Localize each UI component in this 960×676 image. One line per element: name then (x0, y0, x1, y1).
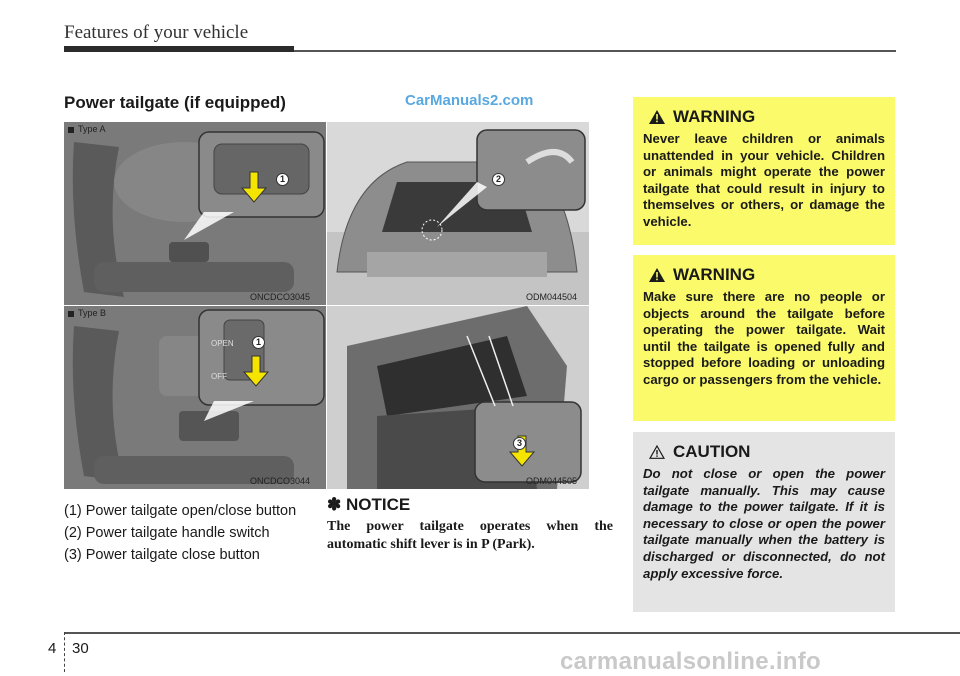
header-rule (294, 50, 896, 52)
type-a-text: Type A (78, 124, 106, 134)
caution-title: CAUTION (673, 442, 751, 461)
callout-3: 3 (513, 437, 526, 450)
figure-open-tailgate (327, 306, 589, 489)
figure-type-b (64, 306, 326, 489)
header-bar (64, 46, 294, 52)
figure-type-a (64, 122, 326, 305)
page-number: 30 (72, 640, 89, 657)
figure-b-code: ODM044504 (526, 292, 578, 302)
footer-watermark[interactable]: carmanualsonline.info (560, 648, 822, 675)
caption-item: (1) Power tailgate open/close button (64, 503, 297, 519)
type-b-text: Type B (78, 308, 107, 318)
watermark-top[interactable]: CarManuals2.com (405, 92, 534, 109)
caption-item: (2) Power tailgate handle switch (64, 525, 270, 541)
figure-tailgate-handle (327, 122, 589, 305)
header-title: Features of your vehicle (64, 22, 249, 43)
warning-body: Never leave children or animals unattended in your vehicle. Children or animals might operate the power tailgate that could result in injury to themselves or others, or damage the vehicle. (643, 131, 885, 229)
callout-1-a: 1 (276, 173, 289, 186)
type-a-label (68, 124, 106, 134)
chapter-number: 4 (48, 640, 57, 657)
warning-title: WARNING (673, 107, 756, 126)
figure-a-code: ONCDCO3045 (250, 292, 311, 302)
type-b-label (68, 308, 106, 318)
warning-icon (649, 110, 665, 124)
caution-box (633, 432, 895, 612)
footer-rule (64, 632, 960, 634)
notice-body: The power tailgate operates when the automatic shift lever is in P (Park). (327, 519, 613, 552)
switch-off-text: OFF (211, 372, 227, 381)
callout-2: 2 (492, 173, 505, 186)
warning-box-people (633, 255, 895, 421)
caution-icon (649, 445, 665, 459)
caption-list (64, 500, 344, 566)
warning-icon (649, 268, 665, 282)
caution-body: Do not close or open the power tailgate manually. This may cause damage to the power tailgate. If it is necessary to close or open the power tailgate manually when the battery is discharged or disconnected, do not apply excessive force. (643, 466, 885, 581)
footer-divider (64, 632, 65, 672)
caption-item: (3) Power tailgate close button (64, 547, 260, 563)
section-title: Power tailgate (if equipped) (64, 93, 286, 112)
figure-c-code: ONCDCO3044 (250, 476, 311, 486)
caution-header (643, 442, 885, 462)
warning-title: WARNING (673, 265, 756, 284)
warning-header (643, 107, 885, 127)
warning-body: Make sure there are no people or objects around the tailgate before operating the power tailgate. Wait until the tailgate is opened fully and stopped before loading or unloading cargo or passengers from the vehicle. (643, 289, 885, 387)
switch-open-text: OPEN (211, 339, 234, 348)
figure-d-code: ODM044505 (526, 476, 578, 486)
notice-title: ✽ NOTICE (327, 495, 411, 514)
callout-1-b: 1 (252, 336, 265, 349)
warning-box-children (633, 97, 895, 245)
warning-header (643, 265, 885, 285)
